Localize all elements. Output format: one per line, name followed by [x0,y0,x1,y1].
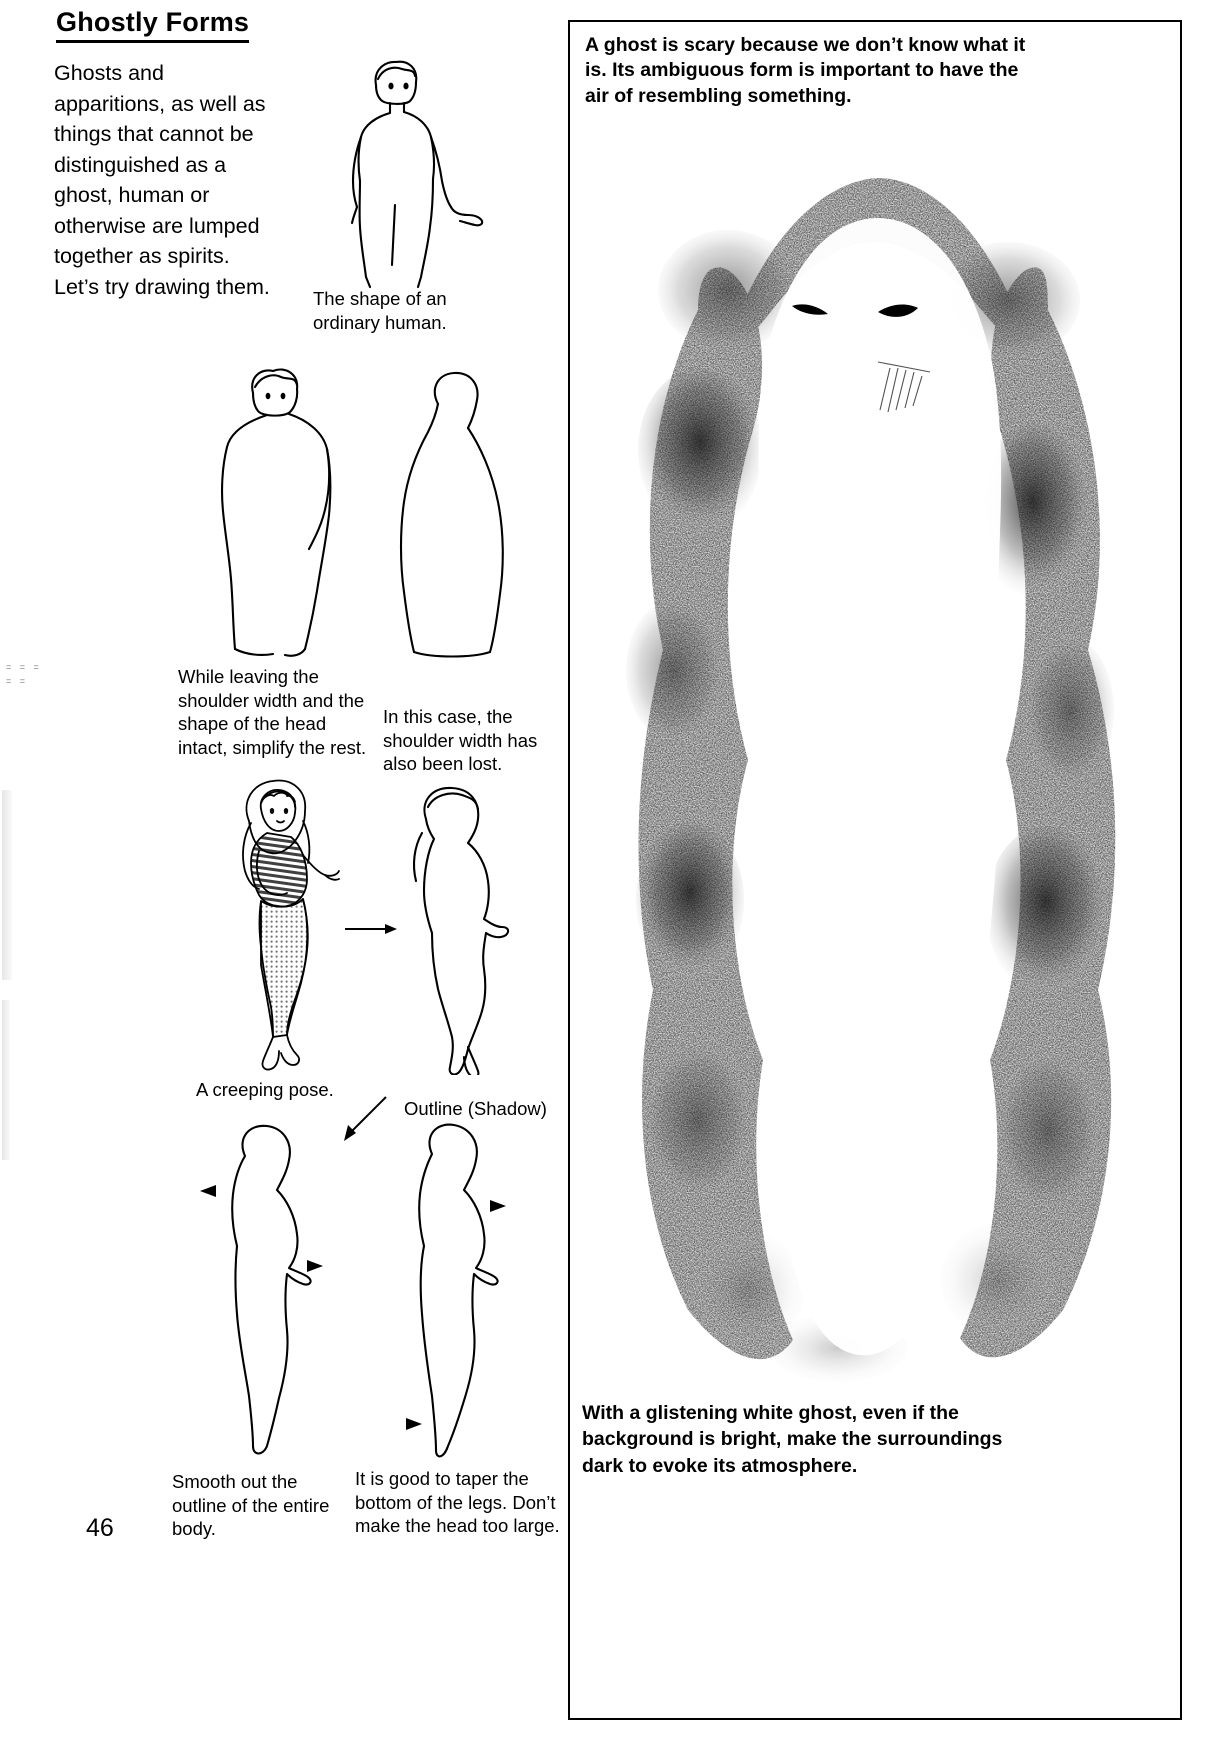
tapered-blob-drawing [390,1120,530,1465]
caption-creeping-pose: A creeping pose. [196,1079,334,1100]
outline-shadow-drawing [398,785,538,1075]
marker-arrow-right-3 [404,1416,422,1432]
ghost-illustration-drawing [578,110,1174,1400]
margin-scan-bar-1 [2,790,12,980]
marker-arrow-left-1 [200,1183,218,1199]
ghost-illustration [578,110,1174,1400]
page-title: Ghostly Forms [56,8,249,43]
creeping-girl-drawing [215,775,365,1075]
caption-smooth-outline: Smooth out the outline of the entire body. [172,1471,330,1540]
figure-simplified-body [205,365,365,660]
intro-paragraph: Ghosts and apparitions, as well as things that cannot be distinguished as a ghost, human or otherwise are lumped together as spirits. Let’s try drawing them. [54,61,270,299]
figure-shoulderless-body [380,368,540,658]
panel-bottom-caption: With a glistening white ghost, even if the background is bright, make the surroundings dark to evoke its atmosphere. [582,1402,1003,1477]
caption-outline-shadow: Outline (Shadow) [404,1098,547,1119]
page-number: 46 [86,1514,114,1542]
ordinary-human-drawing [320,55,500,290]
figure-ordinary-human [320,55,500,290]
shoulderless-body-drawing [380,368,540,658]
simplified-body-drawing [205,365,365,660]
figure-outline-shadow [398,785,538,1075]
margin-speckle-marks: = = = = = [6,662,42,687]
figure-creeping-girl [215,775,365,1075]
margin-scan-bar-2 [2,1000,10,1160]
figure-smoothed-blob [205,1120,345,1460]
arrow-right-icon [345,920,397,938]
caption-shoulder-lost: In this case, the shoulder width has also been lost. [383,706,538,775]
caption-simplify: While leaving the shoulder width and the shape of the head intact, simplify the rest. [178,666,367,759]
arrow-diagonal-icon [340,1095,390,1145]
marker-arrow-right-1 [305,1258,323,1274]
marker-arrow-right-2 [488,1198,506,1214]
panel-top-caption: A ghost is scary because we don’t know what it is. Its ambiguous form is important to have the air of resembling something. [585,34,1026,107]
caption-ordinary-human: The shape of an ordinary human. [313,288,447,333]
caption-taper-legs: It is good to taper the bottom of the legs. Don’t make the head too large. [355,1468,560,1537]
figure-tapered-blob [390,1120,530,1465]
smoothed-blob-drawing [205,1120,345,1460]
